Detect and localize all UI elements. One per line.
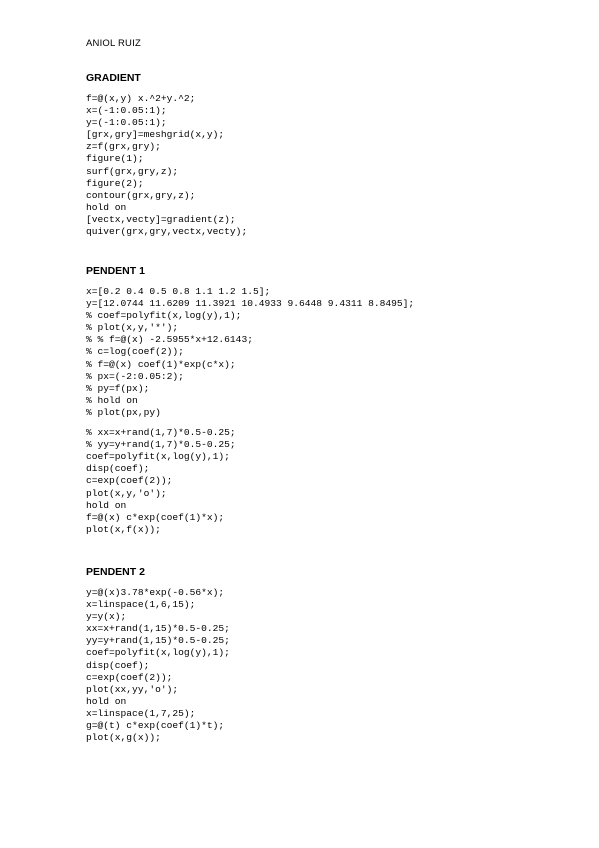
code-line: figure(1);: [86, 153, 144, 165]
code-line: % plot(x,y,'*');: [86, 322, 179, 334]
code-line: % hold on: [86, 394, 138, 406]
code-line: hold on: [86, 695, 127, 707]
code-block: [86, 93, 247, 238]
section-pendent-2: [86, 566, 230, 744]
code-line: y=y(x);: [86, 611, 127, 623]
code-line: y=(-1:0.05:1);: [86, 117, 167, 129]
code-line: y=[12.0744 11.6209 11.3921 10.4933 9.6448 9.4311 8.8495];: [86, 298, 415, 310]
section-heading: PENDENT 2: [86, 566, 145, 578]
code-line: plot(x,g(x));: [86, 732, 161, 744]
code-line: % c=log(coef(2));: [86, 346, 184, 358]
code-line: % f=@(x) coef(1)*exp(c*x);: [86, 358, 236, 370]
code-line: % py=f(px);: [86, 382, 150, 394]
code-line: f=@(x) c*exp(coef(1)*x);: [86, 511, 225, 523]
code-line: % px=(-2:0.05:2);: [86, 370, 184, 382]
code-line: % yy=y+rand(1,7)*0.5-0.25;: [86, 439, 236, 451]
code-line: [vectx,vecty]=gradient(z);: [86, 213, 236, 225]
code-line: x=linspace(1,6,15);: [86, 599, 196, 611]
section-heading: PENDENT 1: [86, 265, 145, 277]
code-line: plot(x,f(x));: [86, 523, 161, 535]
code-line: disp(coef);: [86, 463, 150, 475]
block-gap: [86, 419, 414, 427]
code-block: [86, 587, 230, 744]
code-line: g=@(t) c*exp(coef(1)*t);: [86, 720, 225, 732]
code-line: % % f=@(x) -2.5955*x+12.6143;: [86, 334, 253, 346]
code-line: f=@(x,y) x.^2+y.^2;: [86, 93, 196, 104]
code-line: % coef=polyfit(x,log(y),1);: [86, 310, 242, 322]
code-line: % plot(px,py): [86, 406, 161, 418]
code-line: disp(coef);: [86, 659, 150, 671]
code-line: xx=x+rand(1,15)*0.5-0.25;: [86, 623, 230, 635]
section-pendent-1: [86, 265, 414, 536]
code-line: hold on: [86, 499, 127, 511]
code-line: [grx,gry]=meshgrid(x,y);: [86, 129, 225, 141]
code-line: surf(grx,gry,z);: [86, 165, 179, 177]
code-line: x=(-1:0.05:1);: [86, 105, 167, 117]
code-line: plot(xx,yy,'o');: [86, 683, 179, 695]
section-heading: GRADIENT: [86, 72, 141, 84]
code-line: x=linspace(1,7,25);: [86, 707, 196, 719]
code-line: contour(grx,gry,z);: [86, 189, 196, 201]
code-line: coef=polyfit(x,log(y),1);: [86, 451, 230, 463]
code-line: c=exp(coef(2));: [86, 671, 173, 683]
code-line: plot(x,y,'o');: [86, 487, 167, 499]
code-line: % xx=x+rand(1,7)*0.5-0.25;: [86, 427, 236, 439]
code-line: coef=polyfit(x,log(y),1);: [86, 647, 230, 659]
code-line: x=[0.2 0.4 0.5 0.8 1.1 1.2 1.5];: [86, 286, 271, 297]
code-line: yy=y+rand(1,15)*0.5-0.25;: [86, 635, 230, 647]
code-line: quiver(grx,gry,vectx,vecty);: [86, 226, 248, 238]
code-line: z=f(grx,gry);: [86, 141, 161, 153]
code-line: figure(2);: [86, 177, 144, 189]
code-block: [86, 286, 414, 536]
code-line: hold on: [86, 201, 127, 213]
section-gradient: [86, 72, 247, 238]
author-name: ANIOL RUIZ: [86, 38, 141, 49]
code-line: c=exp(coef(2));: [86, 475, 173, 487]
code-line: y=@(x)3.78*exp(-0.56*x);: [86, 587, 225, 598]
